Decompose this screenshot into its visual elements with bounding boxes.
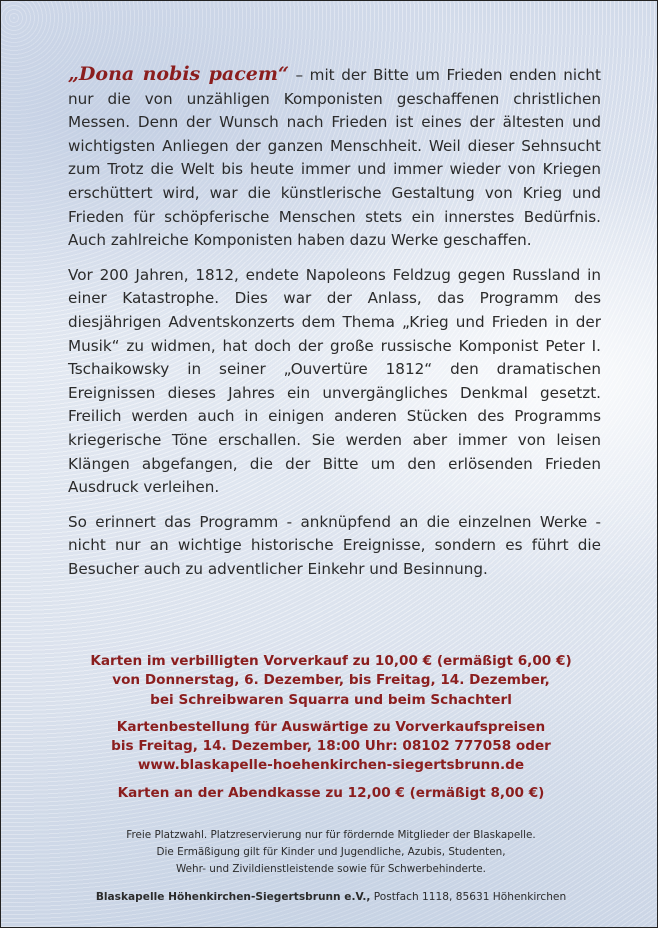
order-line: Kartenbestellung für Auswärtige zu Vorverkaufspreisen — [116, 718, 546, 735]
postal-address: Postfach 1118, 85631 Höhenkirchen — [370, 891, 567, 903]
presale-line: von Donnerstag, 6. Dezember, bis Freitag, 14. Dezember, — [112, 672, 550, 689]
box-office-info — [41, 784, 621, 803]
order-line: bis Freitag, 14. Dezember, 18:00 Uhr: 08102 777058 oder — [111, 738, 551, 755]
note-line: Freie Platzwahl. Platzreservierung nur für fördernde Mitglieder der Blaskapelle. — [126, 829, 536, 841]
presale-info — [41, 652, 621, 710]
note-line: Die Ermäßigung gilt für Kinder und Jugendliche, Azubis, Studenten, — [156, 846, 506, 858]
order-info — [41, 718, 621, 776]
concert-description — [68, 63, 601, 592]
website-link[interactable]: www.blaskapelle-hoehenkirchen-siegertsbrunn.de — [137, 757, 525, 774]
seating-notes — [41, 827, 621, 878]
note-line: Wehr- und Zivildienstleistende sowie für Schwerbehinderte. — [176, 863, 486, 875]
paragraph-history: Vor 200 Jahren, 1812, endete Napoleons Feldzug gegen Russland in einer Katastrophe. Dies war der Anlass, das Programm des diesjährigen Adventskonzerts dem Thema „Krieg und Frieden in der Musik“ zu widmen, hat doch der große russische Komponist Peter I. Tschaikowsky in seiner „Ouvertüre 1812“ den dramatischen Ereignissen dieses Jahres ein unvergängliches Denkmal gesetzt. Freilich werden auch in einigen anderen Stücken des Programms kriegerische Töne erschallen. Sie werden aber immer von leisen Klängen abgefangen, die der Bitte um den erlösenden Frieden Ausdruck verleihen. — [68, 265, 601, 497]
box-office-line: Karten an der Abendkasse zu 12,00 € (ermäßigt 8,00 €) — [117, 784, 545, 801]
presale-line: Karten im verbilligten Vorverkauf zu 10,00 € (ermäßigt 6,00 €) — [90, 653, 572, 669]
presale-line: bei Schreibwaren Squarra und beim Schachterl — [150, 691, 512, 708]
ticket-info — [41, 652, 621, 811]
organization-name: Blaskapelle Höhenkirchen-Siegertsbrunn e.V., — [95, 891, 371, 903]
paragraph-intro-text: – mit der Bitte um Frieden enden nicht nur die von unzähligen Komponisten geschaffenen christlichen Messen. Denn der Wunsch nach Frieden ist eines der ältesten und wichtigsten Anliegen der ganzen Menschheit. Weil dieser Sehnsucht zum Trotz die Welt bis heute immer und immer wieder von Kriegen erschüttert wird, war die künstlerische Gestaltung von Krieg und Frieden für schöpferische Menschen stets ein innerstes Bedürfnis. Auch zahlreiche Komponisten haben dazu Werke geschaffen. — [68, 66, 601, 250]
paragraph-closing: So erinnert das Programm - anknüpfend an die einzelnen Werke - nicht nur an wichtige historische Ereignisse, sondern es führt die Besucher auch zu adventlicher Einkehr und Besinnung. — [68, 512, 601, 578]
footer-address — [41, 891, 621, 903]
dona-nobis-pacem-quote: „Dona nobis pacem“ — [68, 63, 289, 85]
paragraph-intro — [68, 63, 601, 253]
